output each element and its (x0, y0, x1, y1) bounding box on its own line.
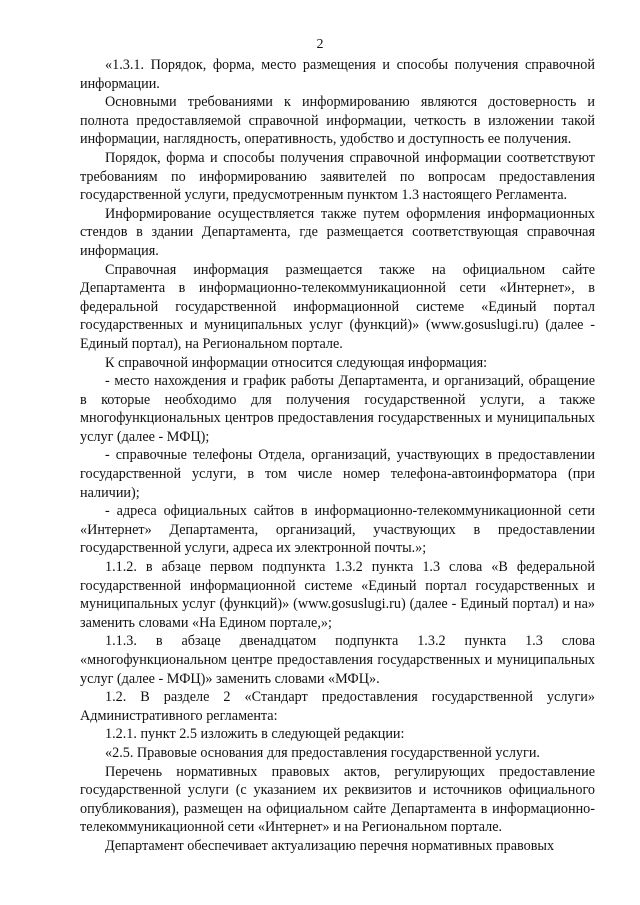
paragraph: Справочная информация размещается также на официальном сайте Департамента в информационно-телекоммуникационной сети «Интернет», в федеральной государственной информационной системе «Единый портал государственных и муниципальных услуг (функций)» (www.gosuslugi.ru) (далее - Единый портал), на Региональном портале. (80, 261, 595, 352)
paragraph: К справочной информации относится следующая информация: (105, 354, 488, 371)
paragraph: 1.1.3. в абзаце двенадцатом подпункта 1.3.2 пункта 1.3 слова «многофункциональном центре предоставления государственных и муниципальных услуг (далее - МФЦ)» заменить словами «МФЦ». (80, 633, 595, 687)
document-body (80, 56, 595, 856)
paragraph: Основными требованиями к информированию являются достоверность и полнота предоставляемой справочной информации, четкость в изложении такой информации, наглядность, оперативность, удобство и доступность ее получения. (80, 94, 595, 148)
paragraph: 1.2. В разделе 2 «Стандарт предоставления государственной услуги» Административного регламента: (80, 689, 595, 724)
list-item: - справочные телефоны Отдела, организаций, участвующих в предоставлении государственной услуги, в том числе номер телефона-автоинформатора (при наличии); (80, 447, 595, 501)
list-item: - место нахождения и график работы Департамента, и организаций, обращение в которые необходимо для получения государственной услуги, а также многофункциональных центров предоставления государственных и муниципальных услуг (далее - МФЦ); (80, 373, 595, 445)
paragraph: Информирование осуществляется также путем оформления информационных стендов в здании Департамента, где размещается соответствующая справочная информация. (80, 205, 595, 259)
paragraph: 1.2.1. пункт 2.5 изложить в следующей редакции: (105, 726, 405, 743)
paragraph: 1.1.2. в абзаце первом подпункта 1.3.2 пункта 1.3 слова «В федеральной государственной информационной системе «Единый портал государственных и муниципальных услуг (функций)» (www.gosuslugi.ru) (далее - Единый портал) и на» заменить словами «На Едином портале,»; (80, 559, 595, 631)
paragraph: «1.3.1. Порядок, форма, место размещения и способы получения справочной информации. (80, 57, 595, 92)
page-number: 2 (316, 37, 324, 52)
paragraph: «2.5. Правовые основания для предоставления государственной услуги. (105, 744, 540, 761)
paragraph: Порядок, форма и способы получения справочной информации соответствуют требованиям по информированию заявителей по вопросам предоставления государственной услуги, предусмотренным пунктом 1.3 настоящего Регламента. (80, 149, 595, 204)
paragraph: Перечень нормативных правовых актов, регулирующих предоставление государственной услуги (с указанием их реквизитов и источников официального опубликования), размещен на официальном сайте Департамента в информационно-телекоммуникационной сети «Интернет» и на Региональном портале. (80, 763, 595, 836)
paragraph: Департамент обеспечивает актуализацию перечня нормативных правовых (105, 837, 555, 854)
list-item: - адреса официальных сайтов в информационно-телекоммуникационной сети «Интернет» Департамента, организаций, участвующих в предоставлении государственной услуги, адреса их электронной почты.»; (80, 503, 595, 557)
